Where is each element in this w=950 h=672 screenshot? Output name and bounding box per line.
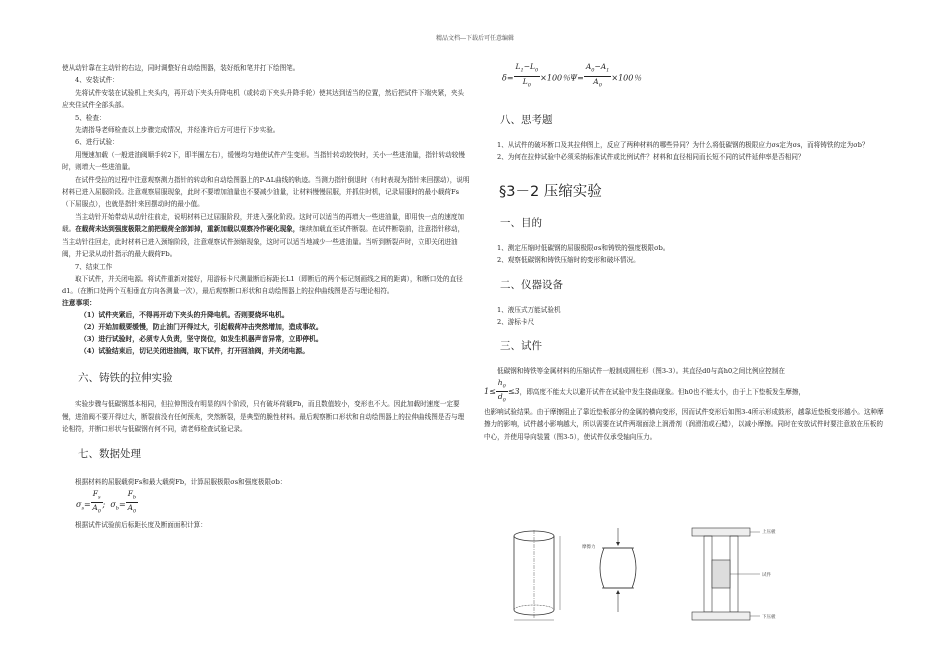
specimen-para-1: 低碳钢和铸铁等金属材料的压缩试件一般制成圆柱形（图3-3）。其直径d0与高h0之间比例应控制在 [497,367,785,376]
section-compression: §3－2 压缩实验 [499,183,602,200]
label-upper-plate: 上压板 [762,530,776,535]
specimen-para-2: 1≤ $\frac{h_0}{d_0}$ ≤3，即高度不能太大以避开试件在试验中发生挠曲现象。但h0也不能太小，由于上下垫板发生摩擦， [484,377,806,404]
para-intro: 使从动针靠在主动针的右边，同时调整好自动绘图器，装好纸和笔并打下绘图笔。 [62,64,300,72]
formula-elongation: δ= $\frac{L_1-L_0}{L_0}$ ×100％Ψ= $\frac{A_0-A_1}{A_0}$ ×100％ [502,62,642,88]
note-1: （1）试件夹紧后，不得再开动下夹头的升降电机。否则要烧坏电机。 [80,311,289,320]
goal-2: 2、观察低碳钢和铸铁压缩时的变形和破坏情况。 [497,256,640,265]
figure-guide [686,526,766,622]
equipment-1: 1、液压式万能试验机 [497,305,561,314]
equipment-2: 2、游标卡尺 [497,318,535,327]
step-4-title: 4、安装试件： [75,76,119,85]
label-friction: 摩擦力 [582,545,596,550]
step6c-pre: 当主动针开始带动从动针往前走，说明材料已过屈服阶段，并进入强化阶段。这时可以适当的再增大一些进油量，即用快一点的速度加载。 [62,212,465,234]
para-cast-iron: 实验步骤与低碳钢基本相同，但拉伸图没有明显的四个阶段，只有破坏荷载Fb，而且数值较小，变形也不大。因此加载时速度一定要慢，进油阀不要开得过大，断裂前没有任何预兆，突然断裂，是典型的脆性材料。最后观察断口形状和自动绘图器上的拉伸曲线图是否与理论相符，并断口形状与低碳钢有何不同，请老师检查试验记录。 [62,400,465,434]
para-length: 根据试件试验前后标距长度及断面面积计算： [75,520,207,529]
step-5-title: 5、检查： [75,113,106,122]
note-2: （2）开始加载要缓慢，防止油门开得过大，引起载荷冲击突然增加，造成事故。 [80,323,323,332]
question-2: 2、为何在拉伸试验中必须采纳标准试件或比例试件？材料和直径相同而长短不同的试件延伸率是否相同？ [497,153,805,162]
step6c-post: 继续加载直至试件断裂。在试件断裂前，注意指针移动，当主动针往回走，此时材料已进入颈缩阶段，注意观察试件颈缩现象，这时可以适当地减少一些进油量。当听到断裂声时，立即关闭进油阀，并记录从动针指示的最大载荷Fb。 [62,225,465,259]
heading-cast-iron: 六、铸铁的拉伸实验 [78,372,173,385]
heading-data: 七、数据处理 [78,448,141,461]
step6c-bold: 在载荷未达到强度极限之前把载荷全部卸掉，重新加载以观察冷作硬化现象， [75,225,300,234]
right-column [484,62,886,443]
page-header: 精品文档---下载后可任意编辑 [435,35,515,42]
specimen-para-2-text: ，即高度不能太大以避开试件在试验中发生挠曲现象。但h0也不能太小，由于上下垫板发生摩擦， [519,387,806,396]
para-step7: 取下试件，并关闭电源。将试件重新对接好，用游标卡尺测量断后标距长L1（即断后的两个标记刻画线之间的距离），和断口处的直径d1。（在断口处两个互相垂直方向各测量一次），最后观察断口形状和自动绘图器上的拉伸曲线图是否与理论相符。 [62,274,463,296]
para-step6c [62,211,470,261]
heading-specimen: 三、试件 [500,340,542,353]
para-step6a: 用慢速加载（一般进油阀顺手转2下，即半圈左右），缓慢均匀地使试件产生变形。当指针转动较快时，关小一些进油量，指针转动较慢时，则增大一些进油量。 [62,150,465,172]
figure-barrel [588,526,648,622]
heading-questions: 八、思考题 [500,114,553,126]
label-specimen: 试件 [762,573,771,578]
goal-1: 1、测定压缩时低碳钢的屈服极限σs和铸铁的强度极限σb。 [497,243,670,252]
specimen-para-3: 也影响试验结果。由于摩擦阻止了靠近垫板部分的金属的横向变形，因而试件变形后如图3-4所示形成鼓形，越靠近垫板变形越小。这种摩擦力的影响，试件越小影响越大，所以需要在试件两端面涂上润滑剂（润滑油或石蜡），以减小摩擦。同时在安放试件时要注意放在压板的中心，并使用导向装置（图3-5），使试件仅承受轴向压力。 [484,407,884,441]
para-data: 根据材料的屈服载荷Fs和最大载荷Fb，计算屈服极限σs和强度极限σb： [75,478,287,487]
para-step5: 先请指导老师检查以上步骤完成情况，并经准许后方可进行下步实验。 [75,126,280,135]
formula-sigma: $\sigma_s=$ $\frac{F_s}{A_0}$ ; $\sigma_b=$ $\frac{F_b}{A_0}$ [76,488,137,515]
heading-equipment: 二、仪器设备 [500,278,563,291]
note-3: （3）进行试验时，必须专人负责，坚守岗位，如发生机器声音异常，立即停机。 [80,335,323,344]
heading-purpose: 一、目的 [500,216,542,229]
step-7-title: 7、结束工作 [75,262,113,271]
notes-title: 注意事项： [62,298,96,307]
step-6-title: 6、进行试验： [75,138,119,147]
question-1: 1、从试件的破坏断口及其拉伸图上，反应了两种材料的哪些异同？为什么将低碳钢的极限应力σs定为σs，而将铸铁的定为σb？ [497,141,869,149]
left-column [62,62,470,531]
note-4: （4）试验结束后，切记关闭进油阀，取下试件，打开回油阀，并关闭电源。 [80,347,310,356]
para-step6b: 在试件受拉的过程中注意观察测力指针的转动和自动绘图器上的P-ΔL曲线的轨迹。当测力指针倒退时（有时表现为指针来回摆动），说明材料已进入屈服阶段。注意观察屈服现象，此时不要增加油量也不要减少油量，让材料慢慢屈服，并抓住时机，记录屈服时的最小载荷Fs（下屈服点），也就是指针来回摆动时的最小值。 [62,175,470,209]
figure-cylinder [506,526,566,622]
label-lower-plate: 下压板 [762,615,776,620]
para-step4: 先将试件安装在试验机上夹头内，再开动下夹头升降电机（或转动下夹头升降手轮）使其达到适当的位置，然后把试件下端夹紧，夹头应夹住试件全部头部。 [62,88,465,110]
